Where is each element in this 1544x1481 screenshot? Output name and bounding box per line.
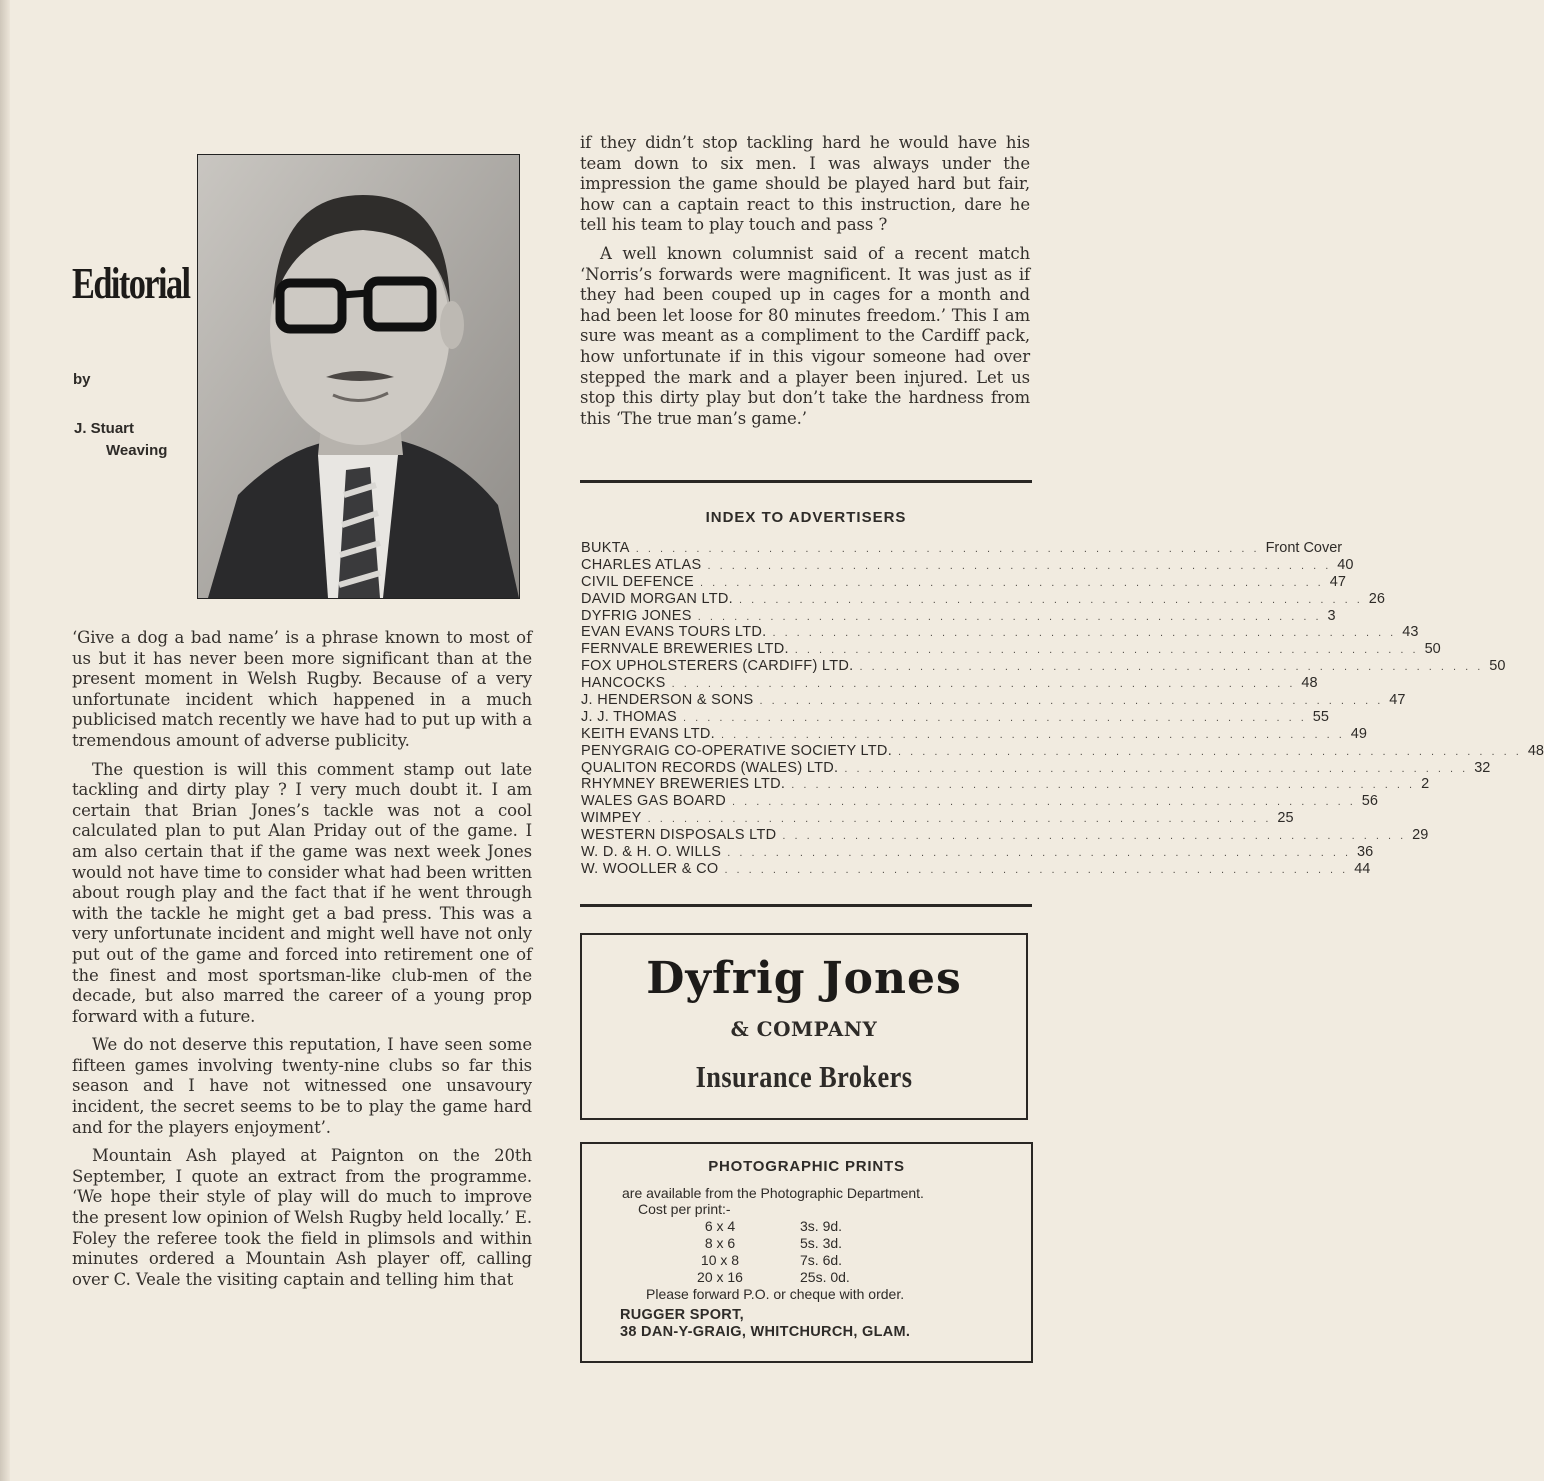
leader-dots: . . . . . . . . . . . . . . . . . . . . . . . . . . . . . . . . . . . . . . . . . . . . . . . . . . . . (898, 745, 1522, 758)
leader-dots: . . . . . . . . . . . . . . . . . . . . . . . . . . . . . . . . . . . . . . . . . . . . . . . . . . . . (697, 610, 1322, 623)
leader-dots: . . . . . . . . . . . . . . . . . . . . . . . . . . . . . . . . . . . . . . . . . . . . . . . . . . . . (699, 576, 1324, 589)
advertiser-name: DAVID MORGAN LTD. (581, 590, 733, 607)
article-paragraph: A well known columnist said of a recent match ‘Norris’s forwards were magnificent. It was just as if they had been couped up in cages for a month and had been let loose for 80 minutes freedom.’ This I am sure was meant as a compliment to the Cardiff pack, how unfortunate if in this vigour someone had over stepped the mark and a player been injured. Let us stop this dirty play but don’t take the hardness from this ‘The true man’s game.’ (580, 243, 1030, 428)
author-portrait-photo (197, 154, 520, 599)
advertiser-name: PENYGRAIG CO-OPERATIVE SOCIETY LTD. (581, 742, 893, 759)
advertiser-page: 43 (1402, 624, 1419, 641)
advertiser-name: J. HENDERSON & SONS (581, 692, 754, 709)
advertiser-name: FERNVALE BREWERIES LTD. (581, 641, 789, 658)
advert-company-name: Dyfrig Jones (646, 953, 962, 1004)
index-row (581, 556, 1354, 574)
price-size: 20 x 16 (697, 1269, 743, 1285)
photographic-prints-notice (580, 1142, 1033, 1363)
index-row (581, 810, 1294, 827)
leader-dots: . . . . . . . . . . . . . . . . . . . . . . . . . . . . . . . . . . . . . . . . . . . . . . . . . . . . (772, 627, 1397, 640)
leader-dots: . . . . . . . . . . . . . . . . . . . . . . . . . . . . . . . . . . . . . . . . . . . . . . . . . . . . (720, 728, 1345, 741)
index-row (581, 725, 1367, 743)
advertiser-name: BUKTA (581, 540, 630, 556)
index-row (581, 641, 1441, 658)
leader-dots: . . . . . . . . . . . . . . . . . . . . . . . . . . . . . . . . . . . . . . . . . . . . . . . . . . . . (794, 644, 1419, 657)
article-paragraph: ‘Give a dog a bad name’ is a phrase known to most of us but it has never been more significant than at the present moment in Welsh Rugby. Because of a very unfortunate incident which happened in a much publicised match recently we have had to put up with a tremendous amount of adverse publicity. (72, 628, 532, 750)
prints-address-line2: 38 DAN-Y-GRAIG, WHITCHURCH, GLAM. (620, 1324, 911, 1340)
leader-dots: . . . . . . . . . . . . . . . . . . . . . . . . . . . . . . . . . . . . . . . . . . . . . . . . . . . . (707, 559, 1332, 572)
advertiser-name: CIVIL DEFENCE (581, 573, 694, 590)
divider-rule (580, 480, 1032, 483)
advertiser-page: 56 (1361, 793, 1378, 810)
index-row (581, 793, 1378, 810)
advertiser-page: 47 (1329, 573, 1346, 590)
advertiser-page: 2 (1421, 776, 1430, 793)
advertiser-page: 3 (1327, 607, 1336, 624)
leader-dots: . . . . . . . . . . . . . . . . . . . . . . . . . . . . . . . . . . . . . . . . . . . . . . . . . . . . (844, 762, 1469, 775)
advertiser-page: 47 (1389, 692, 1406, 709)
prints-cost-label: Cost per print:- (638, 1201, 731, 1217)
leader-dots: . . . . . . . . . . . . . . . . . . . . . . . . . . . . . . . . . . . . . . . . . . . . . . . . . . . . (682, 711, 1307, 724)
advertiser-name: DYFRIG JONES (581, 607, 692, 624)
leader-dots: . . . . . . . . . . . . . . . . . . . . . . . . . . . . . . . . . . . . . . . . . . . . . . . . . . . . (782, 830, 1407, 843)
article-paragraph: if they didn’t stop tackling hard he would have his team down to six men. I was always under the impression the game should be played hard but fair, how can a captain react to this instruction, dare he tell his team to play touch and pass ? (580, 133, 1030, 235)
advertiser-page: 48 (1301, 675, 1318, 692)
advertisers-index (581, 540, 1544, 878)
advert-tagline: Insurance Brokers (695, 1059, 913, 1094)
leader-dots: . . . . . . . . . . . . . . . . . . . . . . . . . . . . . . . . . . . . . . . . . . . . . . . . . . . . (727, 847, 1352, 860)
prints-order-note: Please forward P.O. or cheque with order. (646, 1286, 905, 1302)
author-last-name: Weaving (106, 442, 168, 459)
advertiser-name: FOX UPHOLSTERERS (CARDIFF) LTD. (581, 658, 854, 675)
prints-availability: are available from the Photographic Department. (622, 1185, 924, 1201)
advertiser-page: Front Cover (1265, 540, 1343, 556)
index-row (581, 675, 1318, 692)
advertiser-page: 50 (1424, 641, 1441, 658)
price-cost: 25s. 0d. (800, 1269, 850, 1285)
advertiser-name: EVAN EVANS TOURS LTD. (581, 624, 767, 641)
dyfrig-jones-advert (580, 933, 1028, 1120)
leader-dots: . . . . . . . . . . . . . . . . . . . . . . . . . . . . . . . . . . . . . . . . . . . . . . . . . . . . (859, 661, 1484, 674)
price-size: 6 x 4 (704, 1218, 736, 1234)
index-row (581, 540, 1343, 557)
advertiser-page: 32 (1474, 759, 1491, 776)
index-row (581, 658, 1506, 675)
divider-rule (580, 904, 1032, 907)
advertiser-name: RHYMNEY BREWERIES LTD. (581, 776, 786, 793)
leader-dots: . . . . . . . . . . . . . . . . . . . . . . . . . . . . . . . . . . . . . . . . . . . . . . . . . . . . (739, 593, 1363, 606)
article-paragraph: The question is will this comment stamp out late tackling and dirty play ? I very much doubt it. I am certain that Brian Jones’s tackle was not a cool calculated plan to put Alan Priday out of the game. I am also certain that if the game was next week Jones would not have time to consider what had been written about rough play and the fact that if he went through with the tackle he might get a bad press. This was a very unfortunate incident and might well have not only put out of the game and forced into retirement one of the finest and most sportsman-like club-men of the decade, but also marred the career of a young prop forward with a future. (72, 759, 532, 1026)
advertiser-page: 36 (1357, 844, 1374, 861)
prints-heading: PHOTOGRAPHIC PRINTS (708, 1158, 905, 1175)
index-row (581, 742, 1544, 760)
advertiser-page: 26 (1368, 590, 1385, 607)
leader-dots: . . . . . . . . . . . . . . . . . . . . . . . . . . . . . . . . . . . . . . . . . . . . . . . . . . . . (791, 779, 1416, 792)
advertiser-name: WIMPEY (581, 810, 642, 827)
price-cost: 5s. 3d. (800, 1235, 843, 1251)
index-row (581, 776, 1430, 793)
editorial-heading: Editorial (72, 259, 190, 308)
leader-dots: . . . . . . . . . . . . . . . . . . . . . . . . . . . . . . . . . . . . . . . . . . . . . . . . . . . . (671, 678, 1296, 691)
index-row (581, 692, 1406, 709)
index-row (581, 708, 1329, 726)
leader-dots: . . . . . . . . . . . . . . . . . . . . . . . . . . . . . . . . . . . . . . . . . . . . . . . . . . . . (635, 543, 1260, 555)
advertiser-page: 48 (1527, 742, 1544, 759)
index-row (581, 573, 1346, 591)
advertiser-name: QUALITON RECORDS (WALES) LTD. (581, 759, 839, 776)
leader-dots: . . . . . . . . . . . . . . . . . . . . . . . . . . . . . . . . . . . . . . . . . . . . . . . . . . . . (724, 863, 1349, 876)
advertiser-page: 50 (1489, 658, 1506, 675)
advertiser-name: KEITH EVANS LTD. (581, 725, 715, 742)
price-cost: 7s. 6d. (800, 1252, 843, 1268)
advertiser-page: 25 (1277, 810, 1294, 827)
index-row (581, 844, 1374, 861)
index-row (581, 860, 1371, 878)
price-cost: 3s. 9d. (800, 1218, 843, 1234)
advertiser-page: 55 (1312, 708, 1329, 725)
leader-dots: . . . . . . . . . . . . . . . . . . . . . . . . . . . . . . . . . . . . . . . . . . . . . . . . . . . . (731, 796, 1356, 809)
index-row (581, 759, 1491, 777)
byline-by: by (73, 371, 91, 388)
advert-company-suffix: & COMPANY (730, 1017, 878, 1041)
advertiser-page: 29 (1412, 827, 1429, 844)
price-size: 10 x 8 (700, 1252, 740, 1268)
index-row (581, 607, 1336, 625)
leader-dots: . . . . . . . . . . . . . . . . . . . . . . . . . . . . . . . . . . . . . . . . . . . . . . . . . . . . (647, 813, 1272, 826)
advertiser-name: WALES GAS BOARD (581, 793, 726, 810)
advertiser-page: 49 (1350, 725, 1367, 742)
advertiser-name: J. J. THOMAS (581, 708, 677, 725)
advertiser-name: W. D. & H. O. WILLS (581, 844, 722, 861)
index-row (581, 624, 1419, 641)
advertiser-name: HANCOCKS (581, 675, 666, 692)
article-paragraph: We do not deserve this reputation, I have seen some fifteen games involving twenty-nine clubs so far this season and I have not witnessed one unsavoury incident, the secret seems to be to play the game hard and for the players enjoyment’. (72, 1035, 532, 1137)
index-row (581, 827, 1429, 844)
page-edge (0, 0, 10, 1481)
advertiser-page: 44 (1354, 860, 1371, 877)
article-right-column (580, 133, 1030, 437)
advertiser-name: W. WOOLLER & CO (581, 860, 719, 877)
index-heading: INDEX TO ADVERTISERS (705, 509, 907, 526)
article-left-column (72, 628, 532, 1298)
index-row (581, 590, 1385, 608)
article-paragraph: Mountain Ash played at Paignton on the 20th September, I quote an extract from the programme. ‘We hope their style of play will do much to improve the present low opinion of Welsh Rugby held locally.’ E. Foley the referee took the field in plimsols and within minutes ordered a Mountain Ash player off, calling over C. Veale the visiting captain and telling him that (72, 1146, 532, 1289)
leader-dots: . . . . . . . . . . . . . . . . . . . . . . . . . . . . . . . . . . . . . . . . . . . . . . . . . . . . (759, 695, 1384, 708)
advertiser-page: 40 (1337, 556, 1354, 573)
author-first-name: J. Stuart (74, 420, 135, 437)
advertiser-name: WESTERN DISPOSALS LTD (581, 827, 777, 844)
advertiser-name: CHARLES ATLAS (581, 556, 702, 573)
prints-address-line1: RUGGER SPORT, (620, 1307, 744, 1323)
price-size: 8 x 6 (704, 1235, 736, 1251)
